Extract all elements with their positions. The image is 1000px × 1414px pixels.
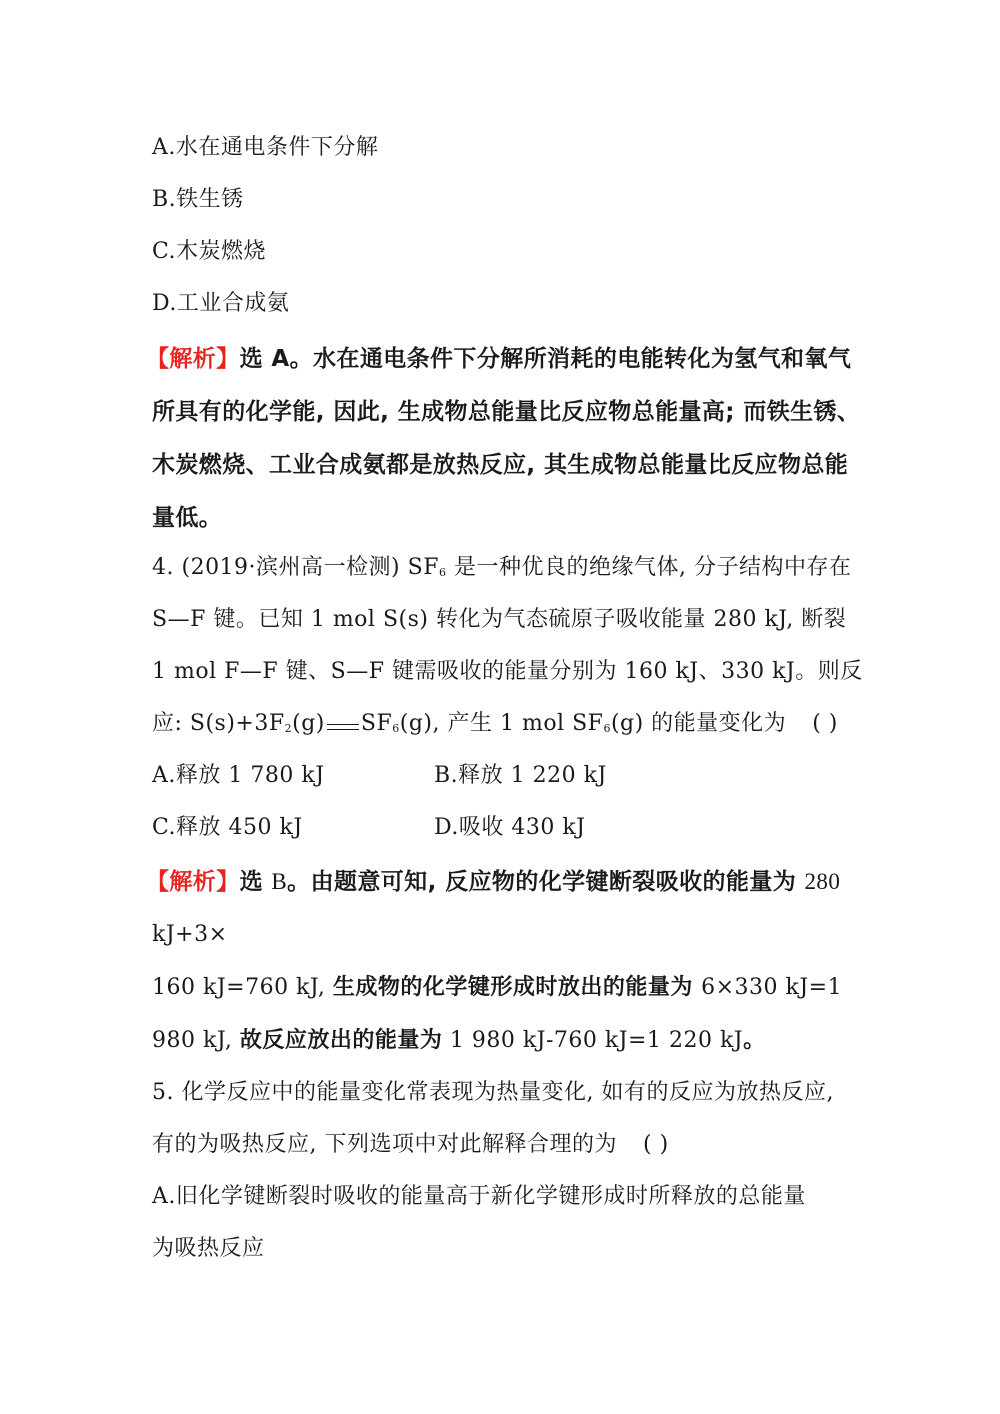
- q3-analysis-line-1: [146, 344, 851, 374]
- option-text: 木炭燃烧: [176, 239, 267, 264]
- q4-option-a: A.释放 1 780 kJ: [152, 763, 325, 788]
- answer-blank: ( ): [812, 711, 838, 736]
- q4-analysis-line-2: kJ+3×: [152, 922, 228, 947]
- option-letter: D.: [152, 291, 177, 316]
- q5-stem-line-1: 5. 化学反应中的能量变化常表现为热量变化, 如有的反应为放热反应,: [152, 1080, 834, 1105]
- q4-analysis-line-3: 160 kJ=760 kJ, 生成物的化学键形成时放出的能量为 6×330 kJ=1: [152, 975, 843, 1000]
- option-text: 工业合成氨: [176, 291, 290, 316]
- equals-sign-icon: [327, 724, 359, 730]
- answer-blank: ( ): [643, 1132, 669, 1157]
- q3-analysis-line-4: 量低。: [152, 505, 223, 531]
- analysis-tag: 【解析】: [146, 869, 240, 895]
- analysis-tag: 【解析】: [146, 346, 240, 372]
- q3-option-a: [152, 133, 378, 163]
- q4-stem-line-1: 4. (2019·滨州高一检测) $SF_6$ 是一种优良的绝缘气体, 分子结构中存在: [152, 555, 852, 580]
- option-text: 水在通电条件下分解: [175, 135, 379, 160]
- q4-analysis-line-4: 980 kJ, 故反应放出的能量为 1 980 kJ-760 kJ=1 220 kJ。: [152, 1028, 766, 1053]
- q3-analysis-line-2: 所具有的化学能, 因此, 生成物总能量比反应物总能量高; 而铁生锈、: [152, 399, 861, 425]
- q3-option-c: [152, 237, 266, 267]
- option-letter: B.: [152, 187, 177, 212]
- q4-option-c: C.释放 450 kJ: [152, 815, 303, 840]
- analysis-text: 选 A。水在通电条件下分解所消耗的电能转化为氢气和氧气: [239, 346, 852, 372]
- q4-options-row-1: [152, 761, 852, 791]
- q4-stem-line-4: 应: $S(s)+3F_2(g)$ $SF_6(g)$, 产生 1 mol $SF_6(g)$ 的能量变化为 ( ): [152, 709, 838, 739]
- q4-stem-line-2: S—F 键。已知 1 mol S(s) 转化为气态硫原子吸收能量 280 kJ, 断裂: [152, 607, 847, 632]
- option-letter: C.: [152, 239, 177, 264]
- q4-option-b: B.释放 1 220 kJ: [434, 763, 607, 788]
- q4-stem-line-3: 1 mol F—F 键、S—F 键需吸收的能量分别为 160 kJ、330 kJ。则反: [152, 659, 863, 684]
- q5-option-a: A.旧化学键断裂时吸收的能量高于新化学键形成时所释放的总能量: [152, 1184, 806, 1209]
- q3-option-b: [152, 185, 244, 215]
- q3-option-d: [152, 289, 289, 319]
- q4-analysis-line-1: 【解析】选 B。由题意可知, 反应物的化学键断裂吸收的能量为 280: [146, 869, 841, 895]
- q3-analysis-line-3: 木炭燃烧、工业合成氨都是放热反应, 其生成物总能量比反应物总能: [152, 452, 849, 478]
- q5-option-a-continued: 为吸热反应: [152, 1236, 265, 1261]
- q4-option-d: D.吸收 430 kJ: [434, 815, 586, 840]
- option-text: 铁生锈: [176, 187, 244, 212]
- q5-stem-line-2: 有的为吸热反应, 下列选项中对此解释合理的为 ( ): [152, 1130, 669, 1160]
- option-letter: A.: [152, 135, 176, 160]
- q4-options-row-2: [152, 813, 852, 843]
